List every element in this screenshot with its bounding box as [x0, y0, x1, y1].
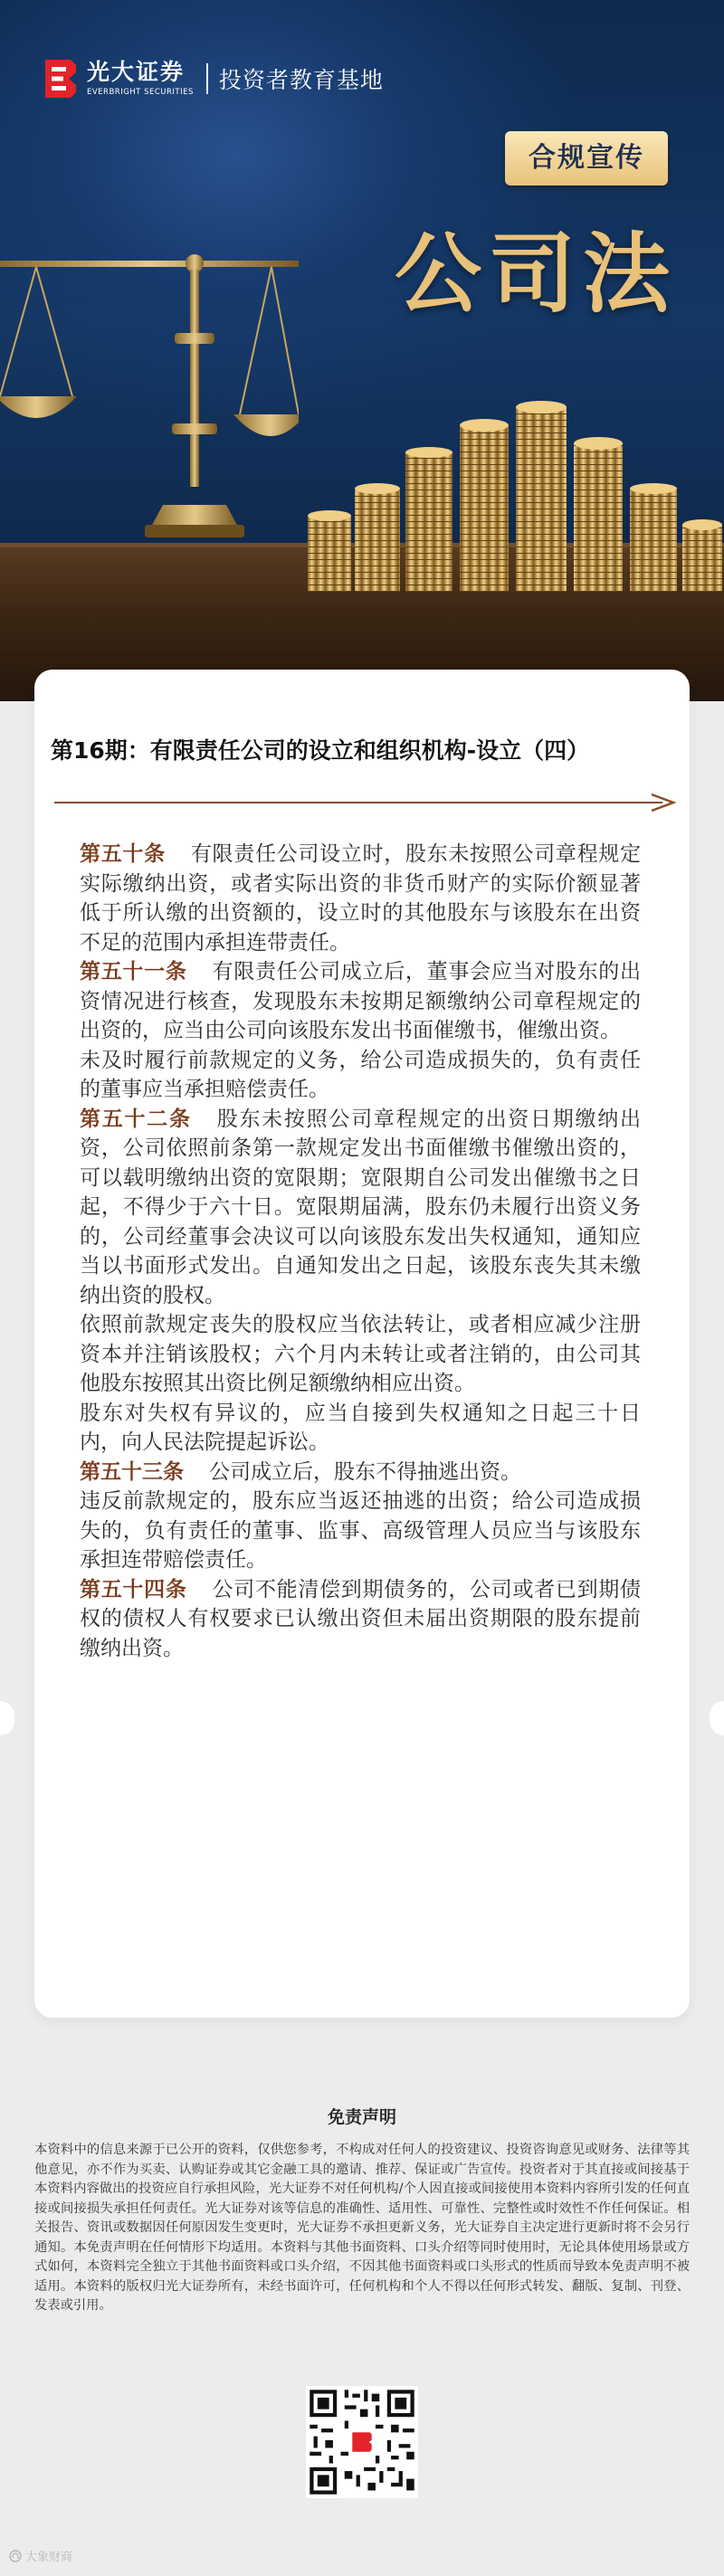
article-card — [34, 670, 690, 2018]
article-paragraph — [80, 1105, 641, 1311]
article-text: 未及时履行前款规定的义务，给公司造成损失的，负有责任的董事应当承担赔偿责任。 — [80, 1048, 641, 1101]
disclaimer-title: 免责声明 — [327, 2107, 396, 2127]
hero-banner — [0, 0, 724, 701]
logo-divider — [206, 63, 208, 94]
qr-code-icon[interactable] — [306, 2386, 418, 2498]
right-edge-notch — [710, 1701, 724, 1735]
everbright-logo-icon — [43, 58, 78, 100]
article-paragraph — [80, 1046, 641, 1105]
article-paragraph — [80, 957, 641, 1046]
article-number: 第五十二条 — [80, 1107, 192, 1131]
arrow-divider-icon — [54, 792, 677, 813]
article-list — [80, 840, 641, 1663]
article-paragraph — [80, 840, 641, 957]
article-paragraph — [80, 1458, 641, 1488]
article-text: 有限责任公司设立时，股东未按照公司章程规定实际缴纳出资，或者实际出资的非货币财产的实际价额显著低于所认缴的出资额的，设立时的其他股东与该股东在出资不足的范围内承担连带责任。 — [80, 842, 642, 955]
elephant-icon — [9, 2550, 22, 2562]
article-text: 依照前款规定丧失的股权应当依法转让，或者相应减少注册资本并注销该股权；六个月内未转让或者注销的，由公司其他股东按照其出资比例足额缴纳相应出资。 — [80, 1313, 641, 1395]
watermark-text: 大象财商 — [25, 2551, 73, 2564]
education-base-label: 投资者教育基地 — [218, 67, 384, 93]
brand-name-cn: 光大证券 — [87, 59, 186, 85]
article-number: 第五十三条 — [80, 1459, 184, 1484]
article-paragraph — [80, 1487, 641, 1575]
brand-name-en: EVERBRIGHT SECURITIES — [87, 88, 194, 97]
brand-logo — [43, 58, 384, 100]
article-text: 公司成立后，股东不得抽逃出资。 — [209, 1459, 521, 1484]
article-number: 第五十一条 — [80, 960, 187, 984]
article-paragraph — [80, 1575, 641, 1664]
issue-title: 第16期：有限责任公司的设立和组织机构-设立（四） — [51, 737, 590, 764]
disclaimer-text: 本资料中的信息来源于已公开的资料，仅供您参考，不构成对任何人的投资建议、投资咨询意见或财务、法律等其他意见，亦不作为买卖、认购证券或其它金融工具的邀请、推荐、保证或广告宣传。投资者对于其直接或间接基于本资料内容做出的投资应自行承担风险，光大证券不对任何机构/个人因直接或间接使用本资料内容所引发的任何直接或间接损失承担任何责任。光大证券对该等信息的准确性、适用性、可靠性、完整性或时效性不作任何保证。相关报告、资讯或数据因任何原因发生变更时，光大证券不承担更新义务，光大证券自主决定进行更新时将不会另行通知。本免责声明在任何情形下均适用。本资料与其他书面资料、口头介绍等同时使用时，无论具体使用场景或方式如何，本资料完全独立于其他书面资料或口头介绍，不因其他书面资料或口头形式的性质而导致本免责声明不被适用。本资料的版权归光大证券所有，未经书面许可，任何机构和个人不得以任何形式转发、翻版、复制、刊登、发表或引用。 — [34, 2143, 690, 2313]
page-headline: 公司法 — [395, 223, 677, 325]
article-number: 第五十条 — [80, 842, 166, 866]
justice-scale-illustration — [0, 233, 299, 559]
article-text: 股东对失权有异议的，应当自接到失权通知之日起三十日内，向人民法院提起诉讼。 — [80, 1401, 641, 1454]
article-paragraph — [80, 1399, 641, 1458]
article-number: 第五十四条 — [80, 1577, 187, 1602]
coin-stacks-illustration — [299, 389, 724, 597]
article-text: 违反前款规定的，股东应当返还抽逃的出资；给公司造成损失的，负有责任的董事、监事、高级管理人员应当与该股东承担连带赔偿责任。 — [80, 1489, 641, 1572]
left-edge-notch — [0, 1701, 14, 1735]
compliance-tag: 合规宣传 — [505, 131, 668, 185]
article-text: 公司不能清偿到期债务的，公司或者已到期债权的债权人有权要求已认缴出资但未届出资期限的股东提前缴纳出资。 — [80, 1577, 642, 1660]
source-watermark — [9, 2547, 72, 2564]
article-paragraph — [80, 1310, 641, 1399]
article-text: 股东未按照公司章程规定的出资日期缴纳出资，公司依照前条第一款规定发出书面催缴书催缴出资的，可以载明缴纳出资的宽限期；宽限期自公司发出催缴书之日起，不得少于六十日。宽限期届满，股东仍未履行出资义务的，公司经董事会决议可以向该股东发出失权通知，通知应当以书面形式发出。自通知发出之日起，该股东丧失其未缴纳出资的股权。 — [80, 1107, 642, 1307]
article-text: 有限责任公司成立后，董事会应当对股东的出资情况进行核查，发现股东未按期足额缴纳公司章程规定的出资的，应当由公司向该股东发出书面催缴书，催缴出资。 — [80, 960, 642, 1042]
